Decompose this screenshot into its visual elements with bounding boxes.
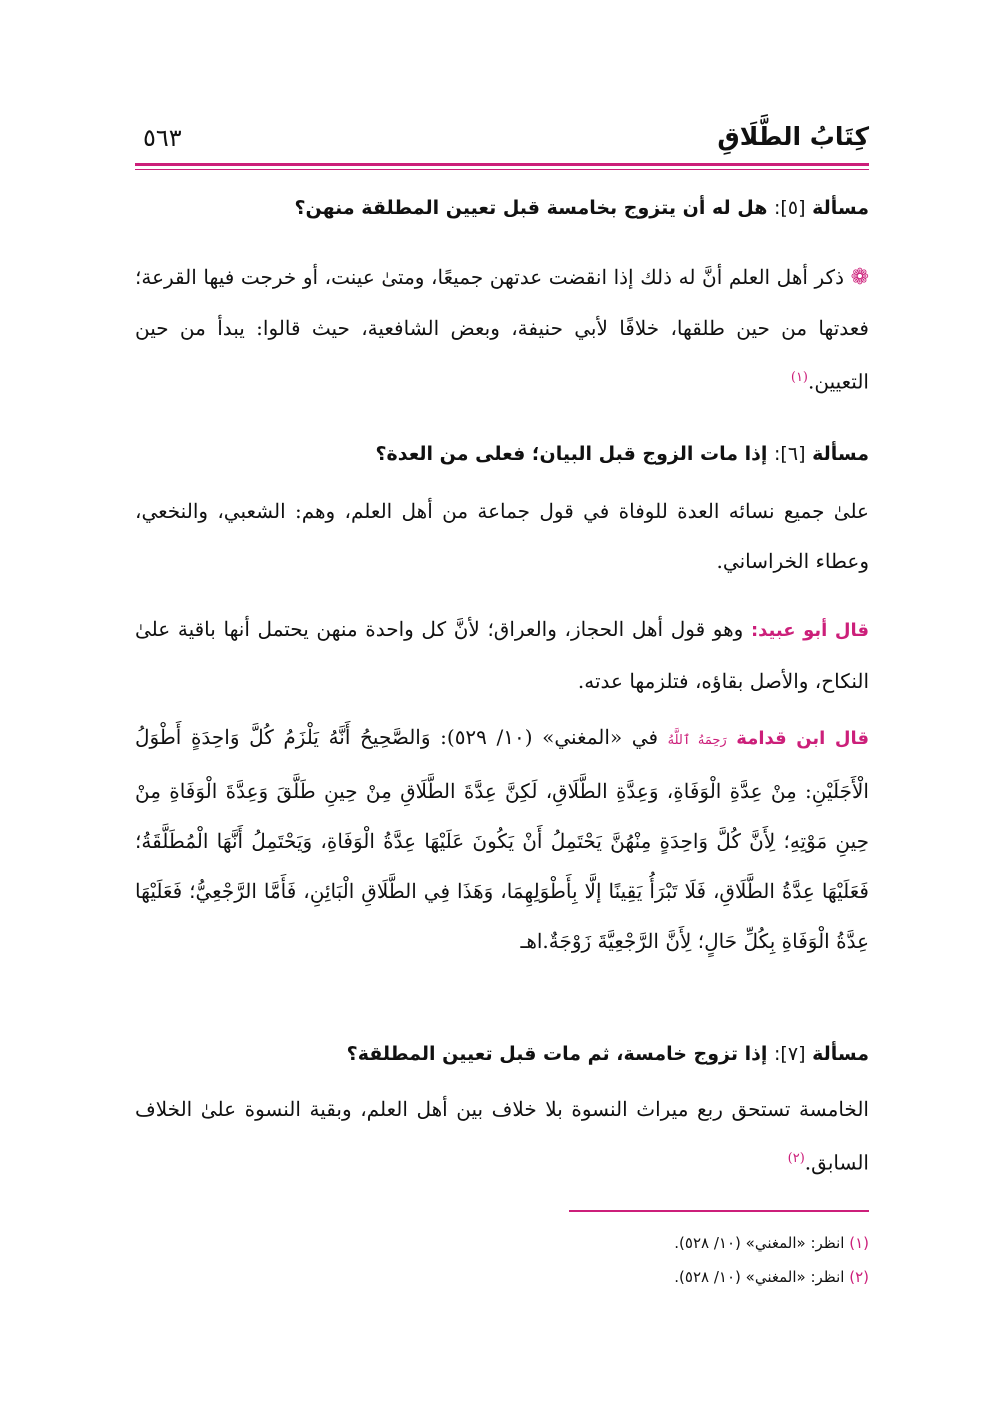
issue-number: [٧]: xyxy=(774,1043,806,1065)
running-header xyxy=(135,118,869,162)
quote-text: وَالصَّحِيحُ أَنَّهُ يَلْزَمُ كُلَّ وَاحِدَةٍ أَطْوَلُ الْأَجَلَيْنِ: مِنْ عِدَّةِ الْوَفَاةِ، وَعِدَّةِ الطَّلَاقِ، لَكِنَّ عِدَّةَ الطَّلَاقِ مِنْ حِينِ طَلَّقَ وَعِدَّةَ الْوَفَاةِ مِنْ حِينِ مَوْتِهِ؛ لِأَنَّ كُلَّ وَاحِدَةٍ مِنْهُنَّ يَحْتَمِلُ أَنْ يَكُونَ عَلَيْهَا عِدَّةُ الْوَفَاةِ، وَيَحْتَمِلُ أَنَّهَا الْمُطَلَّقَةُ؛ فَعَلَيْهَا عِدَّةُ الطَّلَاقِ، فَلَا تَبْرَأُ يَقِينًا إلَّا بِأَطْوَلِهِمَا، وَهَذَا فِي الطَّلَاقِ الْبَائِنِ، فَأَمَّا الرَّجْعِيُّ؛ فَعَلَيْهَا عِدَّةُ الْوَفَاةِ بِكُلِّ حَالٍ؛ لِأَنَّ الرَّجْعِيَّةَ زَوْجَةٌ.اهـ xyxy=(135,725,869,953)
body-text: الخامسة تستحق ربع ميراث النسوة بلا خلاف بين أهل العلم، وبقية النسوة علىٰ الخلاف السابق. xyxy=(135,1097,869,1175)
issue-heading-7 xyxy=(135,1040,869,1068)
quote-intro: في «المغني» (١٠/ ٥٢٩): xyxy=(440,725,659,749)
header-rule-thick xyxy=(135,163,869,166)
header-rule-thin xyxy=(135,169,869,170)
issue-question: إذا مات الزوج قبل البيان؛ فعلى من العدة؟ xyxy=(375,443,768,465)
issue-number: [٦]: xyxy=(774,443,806,465)
body-text: علىٰ جميع نسائه العدة للوفاة في قول جماعة من أهل العلم، وهم: الشعبي، والنخعي، وعطاء الخراساني. xyxy=(135,499,869,573)
flower-ornament-icon: ❁ xyxy=(850,265,870,290)
footnote-rule xyxy=(569,1210,869,1212)
issue-body-7 xyxy=(135,1084,869,1188)
issue-label: مسألة xyxy=(812,197,869,219)
issue-body-5 xyxy=(135,252,869,407)
issue-question: هل له أن يتزوج بخامسة قبل تعيين المطلقة منهن؟ xyxy=(294,197,768,219)
footnote-1 xyxy=(674,1232,869,1254)
footnote-text: انظر: «المغني» (١٠/ ٥٢٨). xyxy=(674,1268,845,1286)
issue-label: مسألة xyxy=(812,443,869,465)
issue-number: [٥]: xyxy=(774,197,806,219)
quote-speaker: قال ابن قدامة xyxy=(736,728,870,749)
chapter-title: كِتَابُ الطَّلَاقِ xyxy=(717,122,869,151)
quote-speaker: قال أبو عبيد: xyxy=(750,620,870,641)
body-text: ذكر أهل العلم أنَّ له ذلك إذا انقضت عدتهن جميعًا، ومتىٰ عينت، أو خرجت فيها القرعة؛ فعدتها من حين طلقها، خلافًا لأبي حنيفة، وبعض الشافعية، حيث قالوا: يبدأ من حين التعيين. xyxy=(135,265,869,394)
footnote-ref-2: (٢) xyxy=(787,1151,805,1166)
issue-heading-5 xyxy=(135,194,869,222)
issue-question: إذا تزوج خامسة، ثم مات قبل تعيين المطلقة؟ xyxy=(346,1043,768,1065)
quote-ibn-qudama xyxy=(135,712,869,966)
footnote-ref-1: (١) xyxy=(790,370,808,385)
footnote-number: (١) xyxy=(849,1234,869,1252)
issue-label: مسألة xyxy=(812,1043,869,1065)
issue-body-6 xyxy=(135,486,869,586)
honorific: رَحِمَهُ ٱللَّهُ xyxy=(667,733,727,748)
quote-abu-ubayd xyxy=(135,604,869,706)
issue-heading-6 xyxy=(135,440,869,468)
quote-text: وهو قول أهل الحجاز، والعراق؛ لأنَّ كل واحدة منهن يحتمل أنها باقية علىٰ النكاح، والأصل بقاؤه، فتلزمها عدته. xyxy=(135,617,869,693)
footnote-number: (٢) xyxy=(849,1268,869,1286)
footnote-text: انظر: «المغني» (١٠/ ٥٢٨). xyxy=(674,1234,845,1252)
footnote-2 xyxy=(674,1266,869,1288)
page-number: ٥٦٣ xyxy=(143,124,182,152)
